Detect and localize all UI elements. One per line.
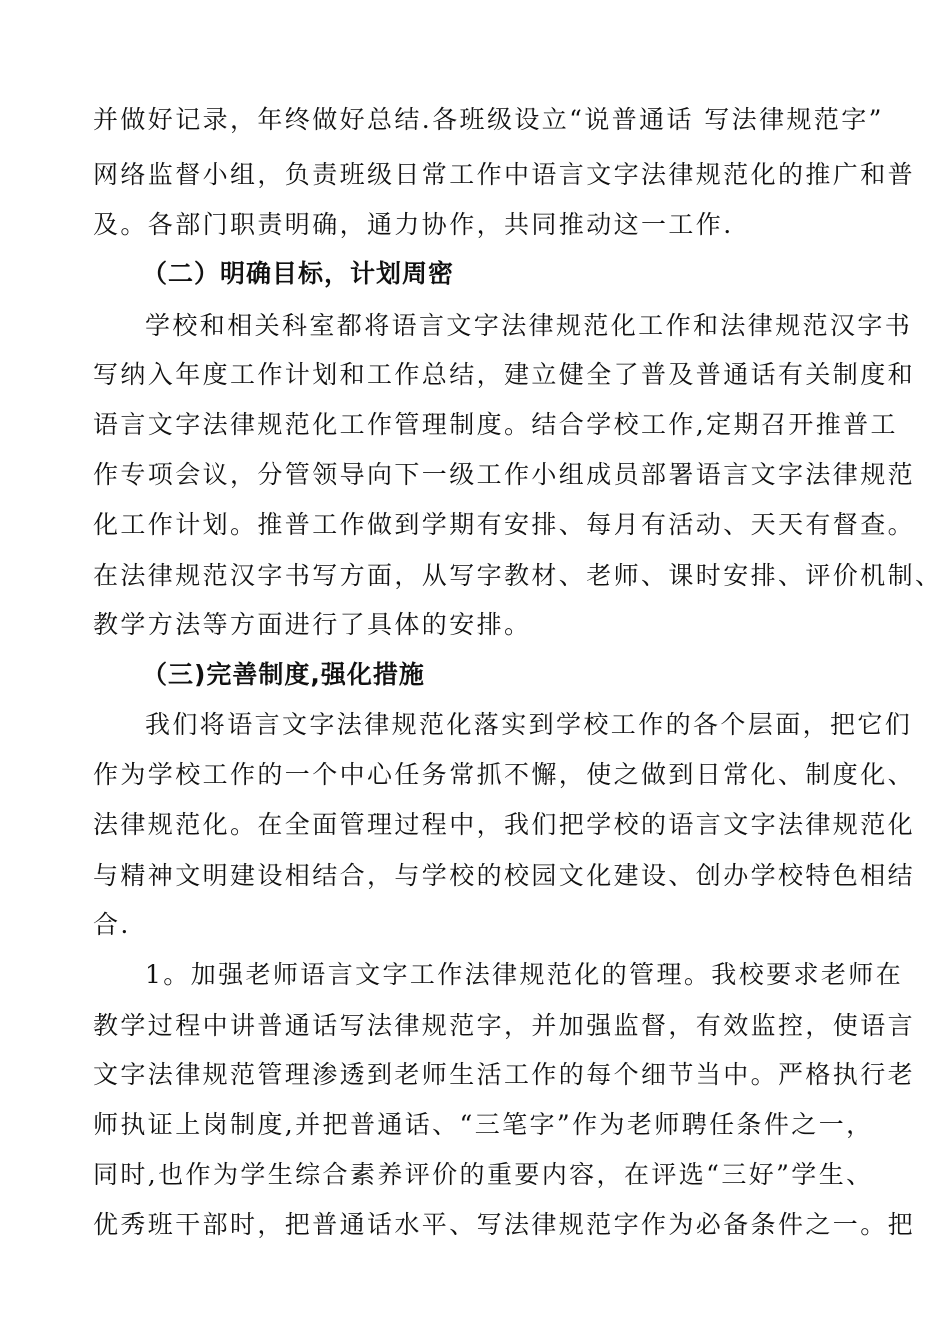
paragraph-first-line: 学校和相关科室都将语言文字法律规范化工作和法律规范汉字书 — [145, 311, 913, 340]
body-text-line: 语言文字法律规范化工作管理制度。结合学校工作,定期召开推普工 — [93, 410, 898, 439]
paragraph-first-line: 1。加强老师语言文字工作法律规范化的管理。我校要求老师在 — [145, 960, 904, 989]
body-text-line: 法律规范化。在全面管理过程中，我们把学校的语言文字法律规范化 — [93, 810, 916, 839]
body-text-line: 同时,也作为学生综合素养评价的重要内容，在评选“三好”学生、 — [93, 1160, 874, 1189]
body-text-line: 作为学校工作的一个中心任务常抓不懈，使之做到日常化、制度化、 — [93, 760, 916, 789]
body-text-line: 教学方法等方面进行了具体的安排。 — [93, 610, 532, 639]
body-text-line: 与精神文明建设相结合，与学校的校园文化建设、创办学校特色相结 — [93, 861, 916, 890]
body-text-line: 化工作计划。推普工作做到学期有安排、每月有活动、天天有督查。 — [93, 510, 916, 539]
body-text-line: 及。各部门职责明确，通力协作，共同推动这一工作. — [93, 210, 734, 239]
body-text-line: 并做好记录，年终做好总结.各班级设立“说普通话 写法律规范字” — [93, 105, 884, 134]
body-text-line: 教学过程中讲普通话写法律规范字，并加强监督，有效监控，使语言 — [93, 1011, 916, 1040]
section-heading: （二）明确目标，计划周密 — [142, 259, 455, 288]
body-text-line: 写纳入年度工作计划和工作总结，建立健全了普及普通话有关制度和 — [93, 360, 916, 389]
body-text-line: 合. — [93, 910, 131, 939]
paragraph-first-line: 我们将语言文字法律规范化落实到学校工作的各个层面，把它们 — [145, 710, 913, 739]
section-heading: （三)完善制度,强化措施 — [142, 660, 425, 689]
body-text-line: 网络监督小组，负责班级日常工作中语言文字法律规范化的推广和普 — [93, 160, 916, 189]
body-text-line: 师执证上岗制度,并把普通话、“三笔字”作为老师聘任条件之一， — [93, 1110, 874, 1139]
body-text-line: 文字法律规范管理渗透到老师生活工作的每个细节当中。严格执行老 — [93, 1060, 916, 1089]
body-text-line: 作专项会议，分管领导向下一级工作小组成员部署语言文字法律规范 — [93, 460, 916, 489]
body-text-line: 优秀班干部时，把普通话水平、写法律规范字作为必备条件之一。把 — [93, 1210, 916, 1239]
body-text-line: 在法律规范汉字书写方面，从写字教材、老师、课时安排、评价机制、 — [93, 561, 943, 590]
